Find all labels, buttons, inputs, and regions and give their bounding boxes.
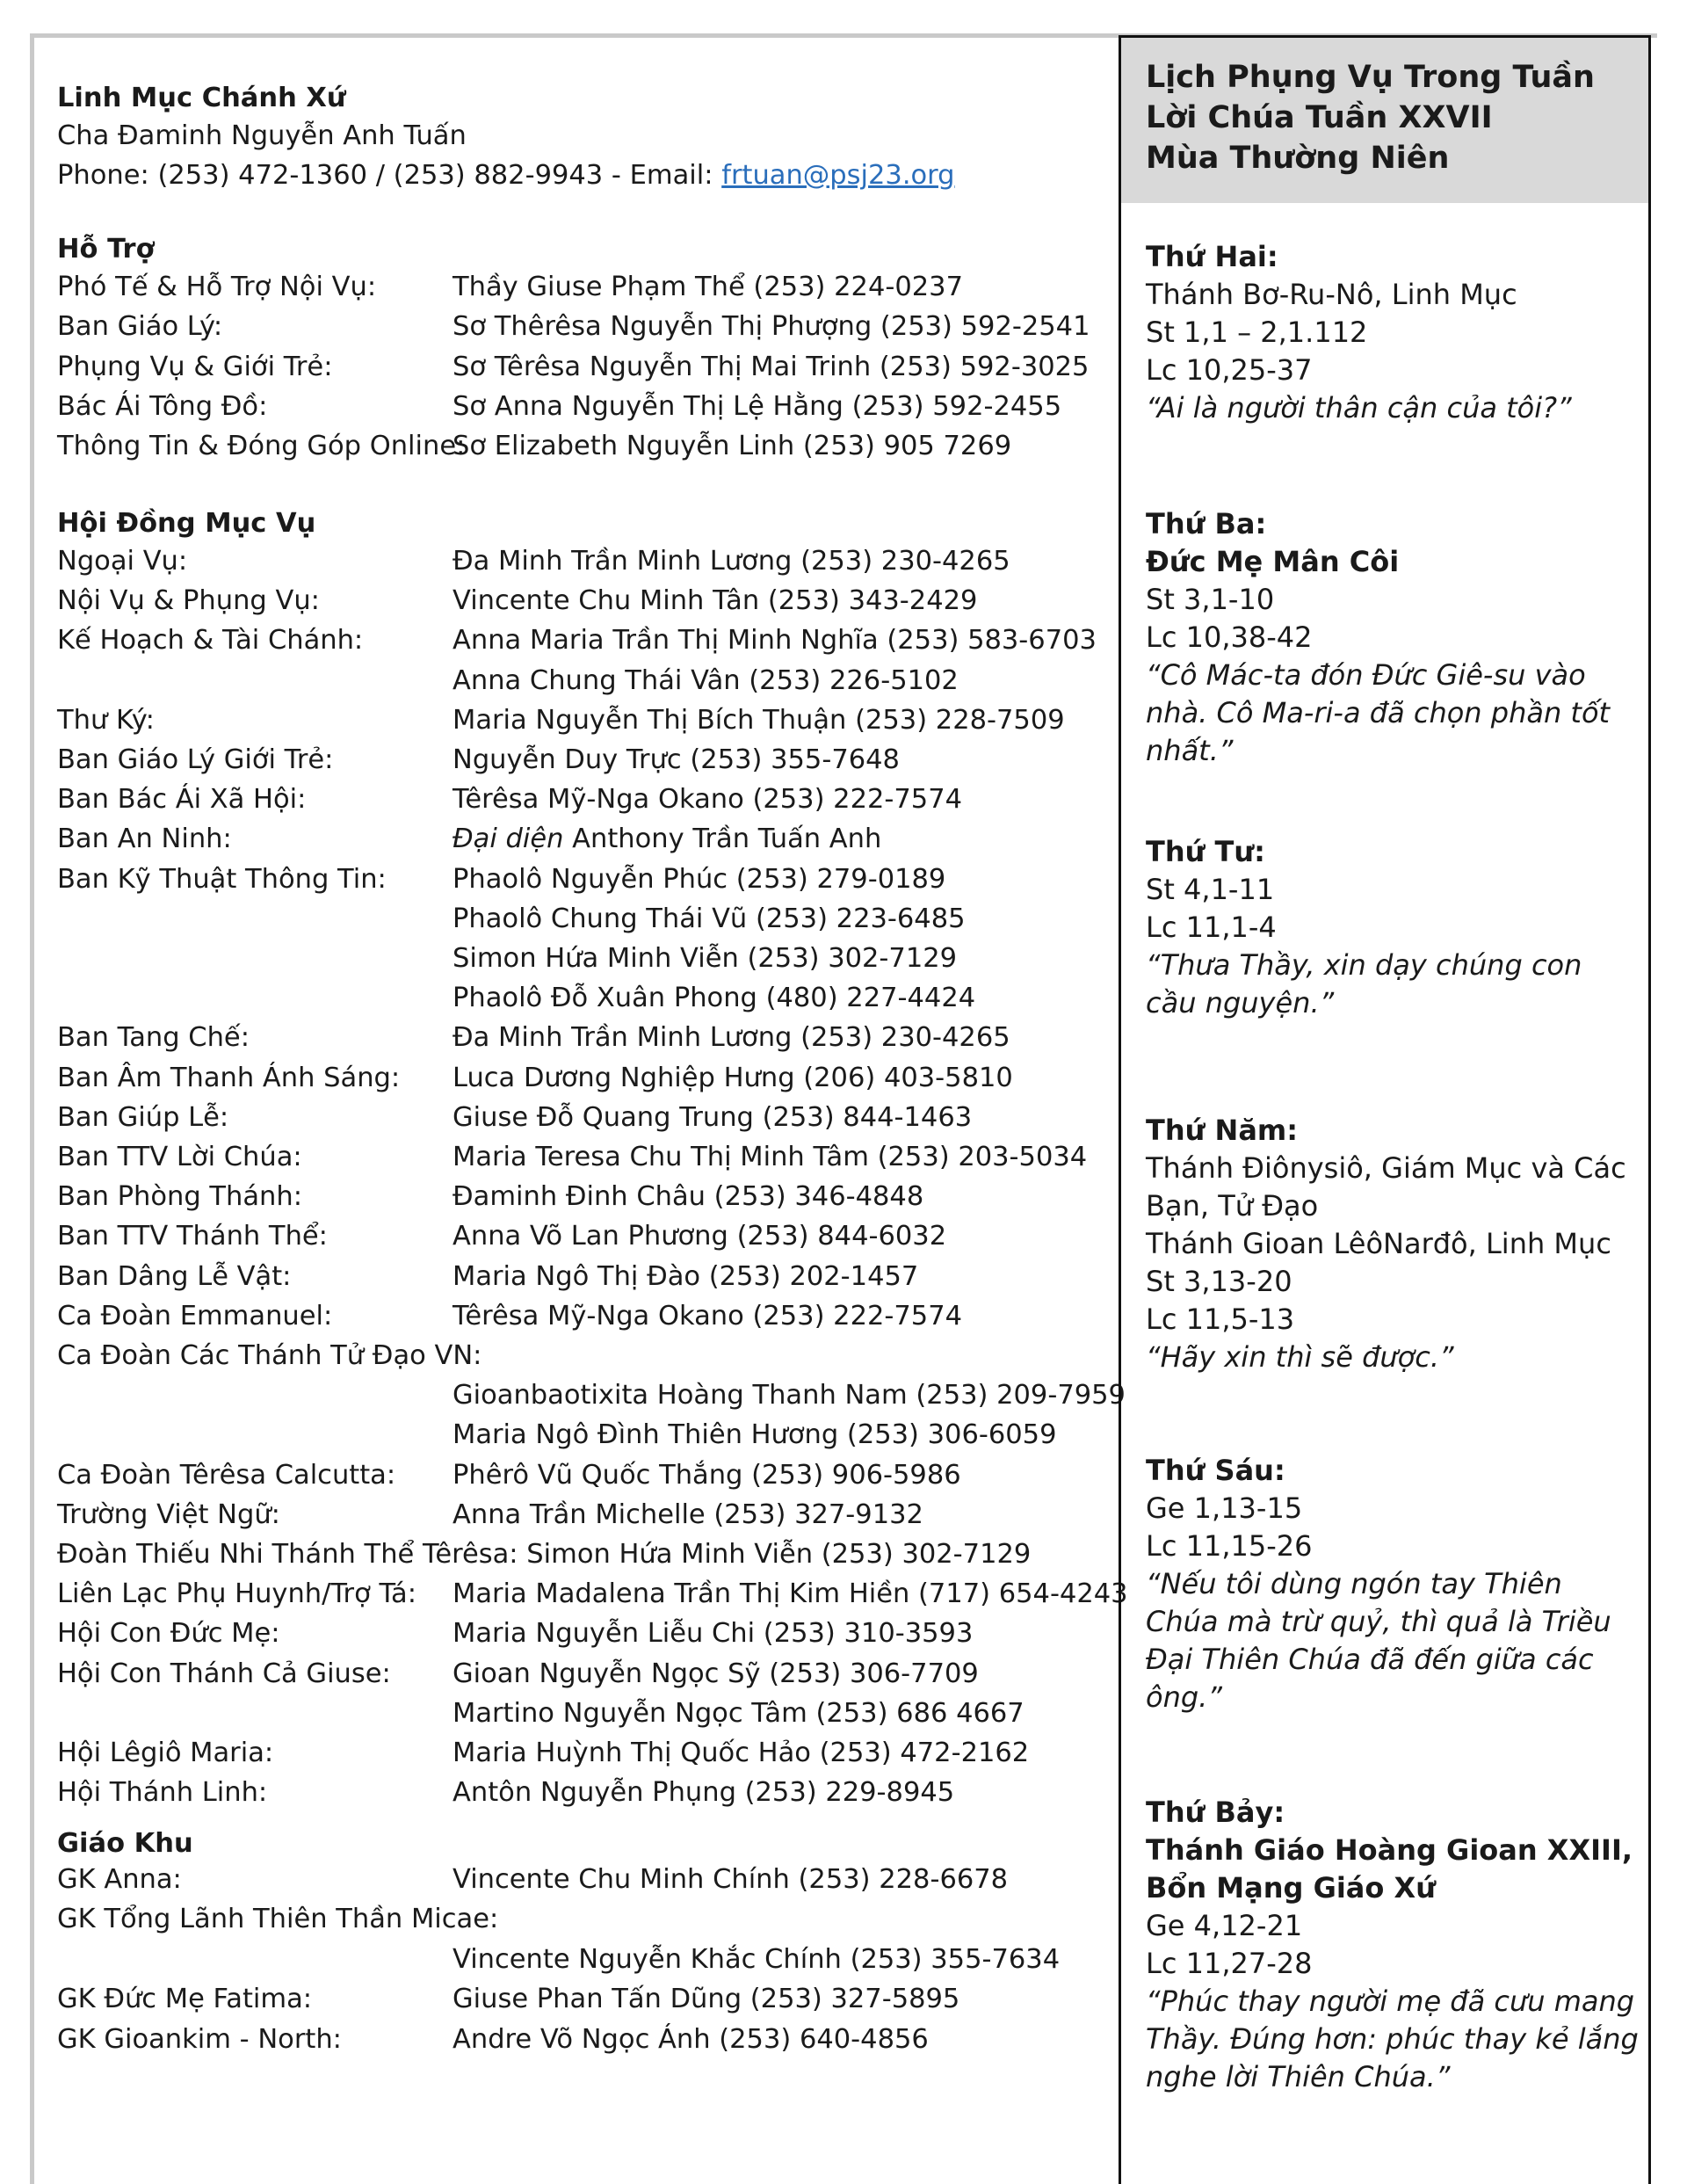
directory-role: Nội Vụ & Phụng Vụ: (57, 585, 320, 617)
directory-role: Phụng Vụ & Giới Trẻ: (57, 351, 333, 382)
contact-text: Vincente Chu Minh Chính (253) 228-6678 (453, 1864, 1009, 1895)
directory-contact (453, 1219, 946, 1254)
contact-text: Maria Madalena Trần Thị Kim Hiền (717) 654-4243 (453, 1578, 1128, 1610)
directory-role: Ban Âm Thanh Ánh Sáng: (57, 1062, 401, 1093)
contact-text: Têrêsa Mỹ-Nga Okano (253) 222-7574 (453, 784, 963, 816)
directory-role: Ban Giáo Lý Giới Trẻ: (57, 744, 334, 775)
contact-text: Maria Nguyễn Liễu Chi (253) 310-3593 (453, 1618, 974, 1650)
day-gospel-quote: cầu nguyện.” (1146, 986, 1335, 1019)
day-reading: Thánh Bơ-Ru-Nô, Linh Mục (1146, 278, 1517, 311)
pastor-name: Cha Đaminh Nguyễn Anh Tuấn (57, 120, 467, 151)
directory-contact (453, 584, 977, 619)
day-heading: Thứ Tư: (1146, 835, 1265, 868)
directory-contact (453, 981, 975, 1016)
directory-role: Kế Hoạch & Tài Chánh: (57, 625, 364, 657)
day-reading: Thánh Gioan LêôNarđô, Linh Mục (1146, 1227, 1611, 1260)
directory-contact (453, 1458, 961, 1493)
directory-contact (453, 389, 1061, 424)
directory-contact (453, 664, 959, 699)
directory-role: GK Anna: (57, 1864, 182, 1895)
contact-text: Sơ Têrêsa Nguyễn Thị Mai Trinh (253) 592-3025 (453, 351, 1090, 382)
contact-text: Giuse Đỗ Quang Trung (253) 844-1463 (453, 1101, 973, 1133)
day-reading: Lc 11,1-4 (1146, 911, 1277, 944)
directory-contact (453, 1140, 1087, 1175)
directory-role: Đoàn Thiếu Nhi Thánh Thể Têrêsa: Simon Hứa Minh Viễn (253) 302-7129 (57, 1539, 1032, 1570)
day-gospel-quote: ông.” (1146, 1680, 1222, 1714)
contact-text: Phaolô Chung Thái Vũ (253) 223-6485 (453, 903, 966, 934)
liturgy-sidebar (1119, 35, 1651, 2184)
day-gospel-quote: “Thưa Thầy, xin dạy chúng con (1146, 948, 1582, 982)
directory-role: Bác Ái Tông Đồ: (57, 390, 268, 422)
directory-contact (453, 350, 1089, 385)
pastor-phone: Phone: (253) 472-1360 / (253) 882-9943 - Email: (57, 160, 722, 191)
contact-text: Nguyễn Duy Trực (253) 355-7648 (453, 744, 900, 775)
day-heading: Thứ Hai: (1146, 240, 1278, 273)
directory-contact (453, 1418, 1057, 1453)
directory-role: Hội Lêgiô Maria: (57, 1738, 274, 1768)
day-gospel-quote: “Nếu tôi dùng ngón tay Thiên (1146, 1567, 1562, 1600)
day-reading: Lc 11,27-28 (1146, 1947, 1313, 1980)
liturgy-season: Mùa Thường Niên (1146, 141, 1450, 176)
contact-text: Antôn Nguyễn Phụng (253) 229-8945 (453, 1777, 955, 1809)
day-gospel-quote: Chúa mà trừ quỷ, thì quả là Triều (1146, 1605, 1611, 1638)
directory-role: Ban Dâng Lễ Vật: (57, 1260, 292, 1292)
contact-text: Anna Trần Michelle (253) 327-9132 (453, 1498, 923, 1530)
directory-role: GK Gioankim - North: (57, 2023, 342, 2055)
day-feast: Bổn Mạng Giáo Xứ (1146, 1871, 1436, 1905)
liturgy-week: Lời Chúa Tuần XXVII (1146, 100, 1493, 135)
contact-text: Maria Huỳnh Thị Quốc Hảo (253) 472-2162 (453, 1738, 1030, 1768)
pastor-email-link[interactable]: frtuan@psj23.org (721, 160, 955, 191)
day-gospel-quote: “Cô Mác-ta đón Đức Giê-su vào (1146, 658, 1586, 692)
directory-role: Ca Đoàn Các Thánh Tử Đạo VN: (57, 1340, 482, 1371)
directory-contact (453, 1657, 979, 1692)
day-heading: Thứ Năm: (1146, 1114, 1299, 1147)
contact-text: Maria Nguyễn Thị Bích Thuận (253) 228-7509 (453, 704, 1065, 736)
directory-role: Ban Kỹ Thuật Thông Tin: (57, 863, 387, 895)
day-gospel-quote: Đại Thiên Chúa đã đến giữa các (1146, 1643, 1594, 1676)
contact-text: Maria Ngô Đình Thiên Hương (253) 306-6059 (453, 1419, 1057, 1451)
day-reading: Thánh Điônysiô, Giám Mục và Các (1146, 1151, 1626, 1185)
day-reading: St 3,13-20 (1146, 1265, 1292, 1298)
contact-text: Đaminh Đinh Châu (253) 346-4848 (453, 1181, 924, 1213)
day-reading: St 4,1-11 (1146, 873, 1275, 906)
contact-text: Têrêsa Mỹ-Nga Okano (253) 222-7574 (453, 1300, 963, 1331)
directory-contact (453, 1696, 1025, 1731)
directory-contact (453, 862, 945, 897)
contact-text: Martino Nguyễn Ngọc Tâm (253) 686 4667 (453, 1697, 1025, 1729)
day-gospel-quote: “Hãy xin thì sẽ được.” (1146, 1340, 1454, 1374)
directory-contact (453, 902, 966, 937)
council-heading: Hội Đồng Mục Vụ (57, 508, 316, 539)
directory-contact (453, 2022, 929, 2057)
directory-contact (453, 270, 963, 305)
directory-role: Thư Ký: (57, 704, 155, 736)
contact-text: Maria Teresa Chu Thị Minh Tâm (253) 203-5034 (453, 1142, 1088, 1172)
directory-contact (453, 1020, 1010, 1056)
contact-text: Phaolô Nguyễn Phúc (253) 279-0189 (453, 863, 946, 895)
directory-role: Liên Lạc Phụ Huynh/Trợ Tá: (57, 1578, 416, 1610)
contact-text: Giuse Phan Tấn Dũng (253) 327-5895 (453, 1984, 960, 2015)
day-reading: Bạn, Tử Đạo (1146, 1189, 1319, 1223)
directory-contact (453, 1378, 1126, 1413)
directory-contact (453, 1736, 1029, 1771)
directory-contact (453, 1498, 923, 1533)
contact-text: Đa Minh Trần Minh Lương (253) 230-4265 (453, 546, 1010, 577)
directory-role: Ban Giáo Lý: (57, 311, 223, 343)
directory-role: Ban TTV Thánh Thể: (57, 1221, 328, 1252)
directory-role: Hội Thánh Linh: (57, 1777, 268, 1809)
directory-contact (453, 623, 1097, 658)
directory-contact (453, 429, 1011, 464)
directory-contact (453, 941, 957, 976)
directory-role: Hội Con Thánh Cả Giuse: (57, 1658, 391, 1689)
directory-role: Ban Phòng Thánh: (57, 1181, 302, 1213)
contact-text: Maria Ngô Thị Đào (253) 202-1457 (453, 1260, 919, 1292)
contact-text: Anna Võ Lan Phương (253) 844-6032 (453, 1221, 947, 1252)
support-heading: Hỗ Trợ (57, 234, 155, 265)
day-reading: Lc 10,25-37 (1146, 353, 1313, 387)
liturgy-title: Lịch Phụng Vụ Trong Tuần (1146, 60, 1595, 95)
contact-text: Anna Maria Trần Thị Minh Nghĩa (253) 583-6703 (453, 625, 1097, 657)
day-heading: Thứ Ba: (1146, 507, 1267, 541)
contact-text: Andre Võ Ngọc Ánh (253) 640-4856 (453, 2023, 929, 2055)
directory-role: GK Đức Mẹ Fatima: (57, 1984, 313, 2015)
directory-role: Hội Con Đức Mẹ: (57, 1618, 280, 1650)
contact-text: Thầy Giuse Phạm Thể (253) 224-0237 (453, 272, 963, 302)
day-reading: St 3,1-10 (1146, 583, 1275, 616)
directory-contact (453, 309, 1090, 345)
directory-role: Ca Đoàn Têrêsa Calcutta: (57, 1459, 396, 1491)
directory-contact (453, 1100, 972, 1136)
directory-role: Ban TTV Lời Chúa: (57, 1142, 302, 1172)
contact-text: Simon Hứa Minh Viễn (253) 302-7129 (453, 943, 958, 974)
directory-contact (453, 782, 962, 817)
day-reading: Lc 10,38-42 (1146, 620, 1313, 654)
contact-text: Phêrô Vũ Quốc Thắng (253) 906-5986 (453, 1459, 961, 1491)
day-reading: Lc 11,5-13 (1146, 1302, 1295, 1336)
day-reading: St 1,1 – 2,1.112 (1146, 316, 1368, 349)
districts-heading: Giáo Khu (57, 1828, 193, 1859)
day-reading: Ge 4,12-21 (1146, 1909, 1303, 1942)
directory-role: Ban Tang Chế: (57, 1022, 250, 1054)
contact-text: Gioan Nguyễn Ngọc Sỹ (253) 306-7709 (453, 1658, 979, 1689)
contact-text: Gioanbaotixita Hoàng Thanh Nam (253) 209-7959 (453, 1380, 1126, 1411)
contact-text: Sơ Elizabeth Nguyễn Linh (253) 905 7269 (453, 431, 1012, 462)
day-heading: Thứ Sáu: (1146, 1454, 1285, 1487)
directory-contact (453, 1577, 1128, 1612)
directory-contact (453, 544, 1010, 579)
day-feast: Thánh Giáo Hoàng Gioan XXIII, (1146, 1833, 1633, 1867)
directory-role: Ban Bác Ái Xã Hội: (57, 784, 307, 816)
directory-contact (453, 822, 881, 857)
directory-contact (453, 1179, 923, 1215)
day-gospel-quote: nhà. Cô Ma-ri-a đã chọn phần tốt (1146, 696, 1611, 729)
directory-role: Trường Việt Ngữ: (57, 1498, 280, 1530)
contact-text: Anthony Trần Tuấn Anh (563, 824, 882, 855)
pastor-contact (57, 158, 955, 193)
directory-contact (453, 1299, 962, 1334)
day-gospel-quote: nghe lời Thiên Chúa.” (1146, 2060, 1451, 2093)
directory-role: Ngoại Vụ: (57, 546, 188, 577)
directory-contact (453, 743, 900, 778)
contact-text: Sơ Anna Nguyễn Thị Lệ Hằng (253) 592-2455 (453, 390, 1062, 422)
contact-text: Đa Minh Trần Minh Lương (253) 230-4265 (453, 1022, 1010, 1054)
directory-contact (453, 703, 1065, 738)
liturgy-header (1121, 38, 1648, 203)
directory-role: GK Tổng Lãnh Thiên Thần Micae: (57, 1904, 499, 1935)
directory-contact (453, 1061, 1013, 1096)
directory-role: Ban An Ninh: (57, 824, 232, 855)
directory-role: Thông Tin & Đóng Góp Online: (57, 431, 466, 462)
directory-contact (453, 1982, 959, 2017)
contact-note: Đại diện (453, 824, 564, 855)
pastor-heading: Linh Mục Chánh Xứ (57, 83, 346, 113)
contact-text: Sơ Thêrêsa Nguyễn Thị Phượng (253) 592-2541 (453, 311, 1090, 343)
day-reading: Lc 11,15-26 (1146, 1529, 1313, 1563)
directory-contact (453, 1862, 1008, 1897)
directory-role: Ca Đoàn Emmanuel: (57, 1300, 333, 1331)
directory-role: Ban Giúp Lễ: (57, 1101, 229, 1133)
day-heading: Thứ Bảy: (1146, 1796, 1285, 1829)
day-reading: Ge 1,13-15 (1146, 1491, 1303, 1525)
directory-contact (453, 1775, 954, 1810)
day-gospel-quote: “Phúc thay người mẹ đã cưu mang (1146, 1984, 1635, 2018)
contact-text: Vincente Nguyễn Khắc Chính (253) 355-7634 (453, 1943, 1061, 1975)
directory-contact (453, 1942, 1060, 1977)
contact-text: Phaolô Đỗ Xuân Phong (480) 227-4424 (453, 983, 976, 1014)
contact-text: Vincente Chu Minh Tân (253) 343-2429 (453, 585, 978, 617)
directory-contact (453, 1616, 973, 1651)
day-gospel-quote: “Ai là người thân cận của tôi?” (1146, 391, 1572, 424)
day-feast: Đức Mẹ Mân Côi (1146, 545, 1400, 578)
contact-text: Luca Dương Nghiệp Hưng (206) 403-5810 (453, 1062, 1013, 1093)
directory-contact (453, 1259, 918, 1295)
directory-role: Phó Tế & Hỗ Trợ Nội Vụ: (57, 272, 377, 302)
day-gospel-quote: nhất.” (1146, 734, 1234, 767)
contact-text: Anna Chung Thái Vân (253) 226-5102 (453, 664, 959, 696)
day-gospel-quote: Thầy. Đúng hơn: phúc thay kẻ lắng (1146, 2022, 1639, 2056)
